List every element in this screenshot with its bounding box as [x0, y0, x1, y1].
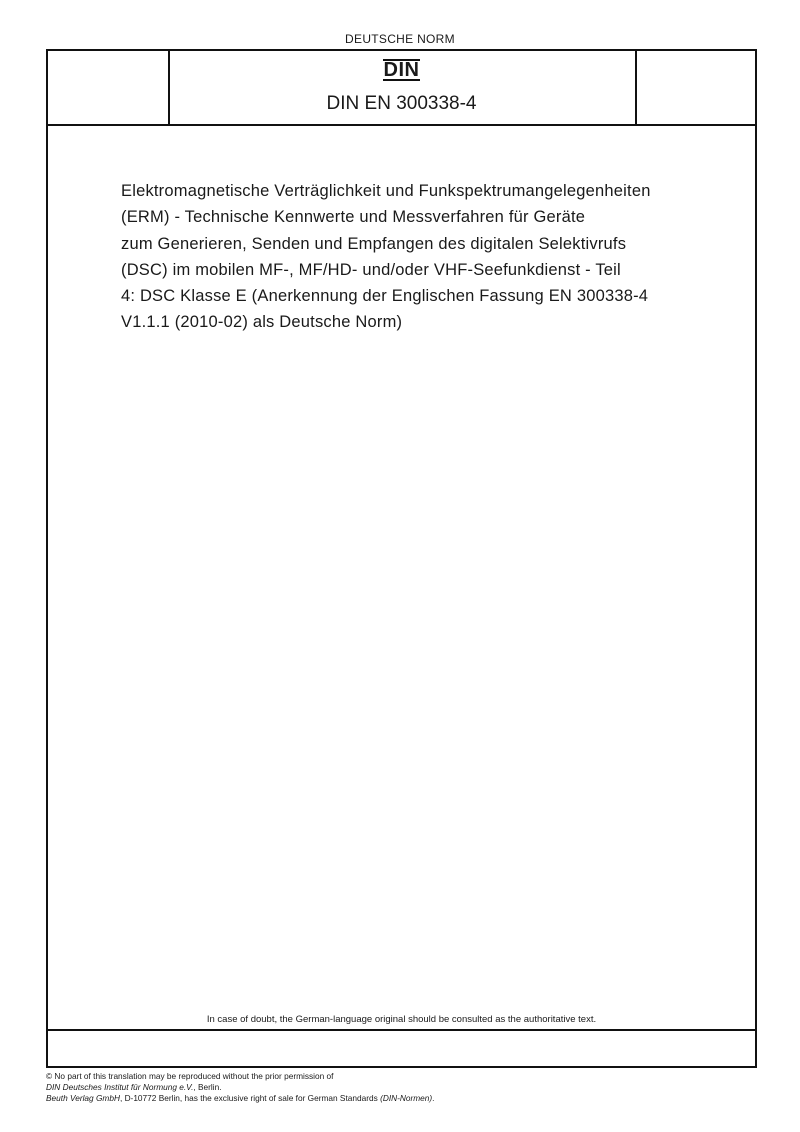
din-normen-text: (DIN-Normen) — [380, 1093, 433, 1103]
header-divider — [48, 124, 755, 126]
title-line: 4: DSC Klasse E (Anerkennung der Englischen Fassung EN 300338-4 — [121, 287, 649, 306]
din-logo-text: DIN — [383, 59, 420, 81]
title-line: zum Generieren, Senden und Empfangen des digitalen Selektivrufs — [121, 234, 627, 253]
deutsche-norm-label: DEUTSCHE NORM — [345, 32, 455, 46]
din-institute-name: DIN Deutsches Institut für Normung e.V. — [46, 1082, 194, 1092]
authoritative-text-note: In case of doubt, the German-language original should be consulted as the authoritative text. — [206, 1014, 597, 1025]
document-title — [121, 178, 691, 336]
title-line: Elektromagnetische Verträglichkeit und Funkspektrumangelegenheiten — [121, 182, 651, 200]
din-logo — [48, 59, 755, 82]
footer-line-2-rest: , Berlin. — [193, 1082, 222, 1092]
document-number: DIN EN 300338-4 — [326, 93, 477, 114]
footer-line-3 — [46, 1093, 434, 1104]
title-line: V1.1.1 (2010-02) als Deutsche Norm) — [121, 313, 403, 332]
document-frame — [46, 49, 757, 1068]
title-line: (ERM) - Technische Kennwerte und Messverfahren für Geräte — [121, 208, 586, 227]
footer-line-3-end: . — [432, 1093, 435, 1103]
footer-line-3-mid: , D-10772 Berlin, has the exclusive right of sale for German Standards — [119, 1093, 381, 1103]
publisher-name: Beuth Verlag GmbH — [46, 1093, 120, 1103]
copyright-footer — [46, 1071, 434, 1104]
footer-line-1: © No part of this translation may be reproduced without the prior permission of — [46, 1071, 334, 1081]
footer-line-2 — [46, 1082, 434, 1093]
bottom-divider — [48, 1029, 755, 1031]
title-line: (DSC) im mobilen MF-, MF/HD- und/oder VHF-Seefunkdienst - Teil — [121, 260, 621, 279]
